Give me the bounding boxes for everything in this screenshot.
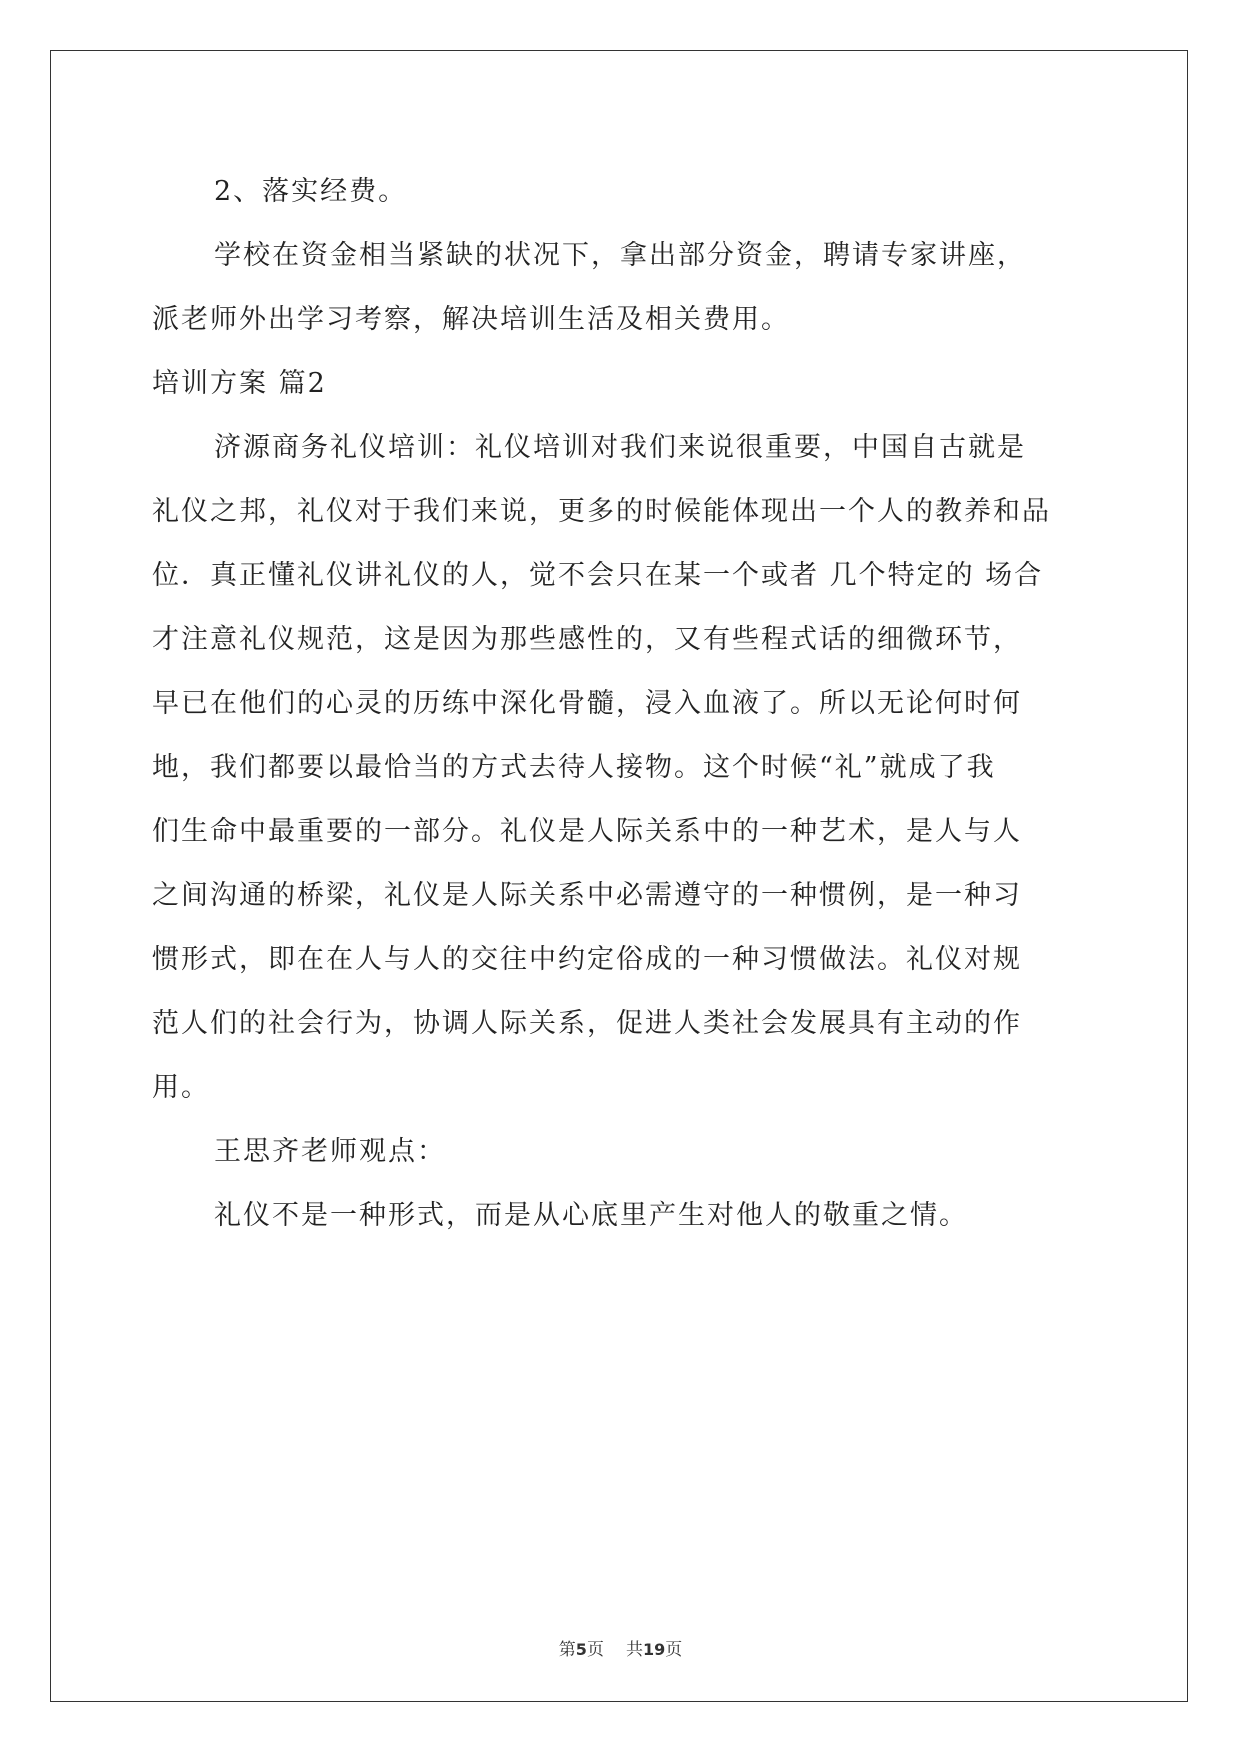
etiquette-line: 用。 <box>152 1072 210 1103</box>
etiquette-line: 位．真正懂礼仪讲礼仪的人，觉不会只在某一个或者 几个特定的 场合 <box>152 560 1044 591</box>
etiquette-line: 才注意礼仪规范，这是因为那些感性的，又有些程式话的细微环节， <box>152 624 1022 655</box>
teacher-view-text: 礼仪不是一种形式，而是从心底里产生对他人的敬重之情。 <box>214 1200 968 1231</box>
etiquette-line: 礼仪之邦，礼仪对于我们来说，更多的时候能体现出一个人的教养和品 <box>152 496 1051 527</box>
etiquette-line: 早已在他们的心灵的历练中深化骨髓，浸入血液了。所以无论何时何 <box>152 688 1022 719</box>
funding-line-2: 派老师外出学习考察，解决培训生活及相关费用。 <box>152 304 790 335</box>
page-footer <box>0 1635 1241 1660</box>
footer-total-prefix: 共 <box>625 1640 643 1660</box>
footer-page-number: 5 <box>575 1640 587 1659</box>
document-body <box>152 160 1092 1248</box>
etiquette-line: 地，我们都要以最恰当的方式去待人接物。这个时候“礼”就成了我 <box>152 752 996 783</box>
footer-total-pages: 19 <box>642 1640 666 1659</box>
footer-total-suffix: 页 <box>665 1640 683 1660</box>
funding-line-1: 学校在资金相当紧缺的状况下，拿出部分资金，聘请专家讲座， <box>214 240 1026 271</box>
etiquette-line: 惯形式，即在在人与人的交往中约定俗成的一种习惯做法。礼仪对规 <box>152 944 1022 975</box>
etiquette-line: 范人们的社会行为，协调人际关系，促进人类社会发展具有主动的作 <box>152 1008 1022 1039</box>
section-heading: 培训方案 篇2 <box>152 368 327 399</box>
etiquette-line: 之间沟通的桥梁，礼仪是人际关系中必需遵守的一种惯例，是一种习 <box>152 880 1022 911</box>
footer-page-suffix: 页 <box>586 1640 604 1660</box>
item-2-title: 2、落实经费。 <box>214 176 408 207</box>
footer-prefix: 第 <box>558 1640 576 1660</box>
teacher-view-title: 王思齐老师观点： <box>214 1136 446 1167</box>
etiquette-line: 济源商务礼仪培训：礼仪培训对我们来说很重要，中国自古就是 <box>214 432 1026 463</box>
etiquette-line: 们生命中最重要的一部分。礼仪是人际关系中的一种艺术，是人与人 <box>152 816 1022 847</box>
